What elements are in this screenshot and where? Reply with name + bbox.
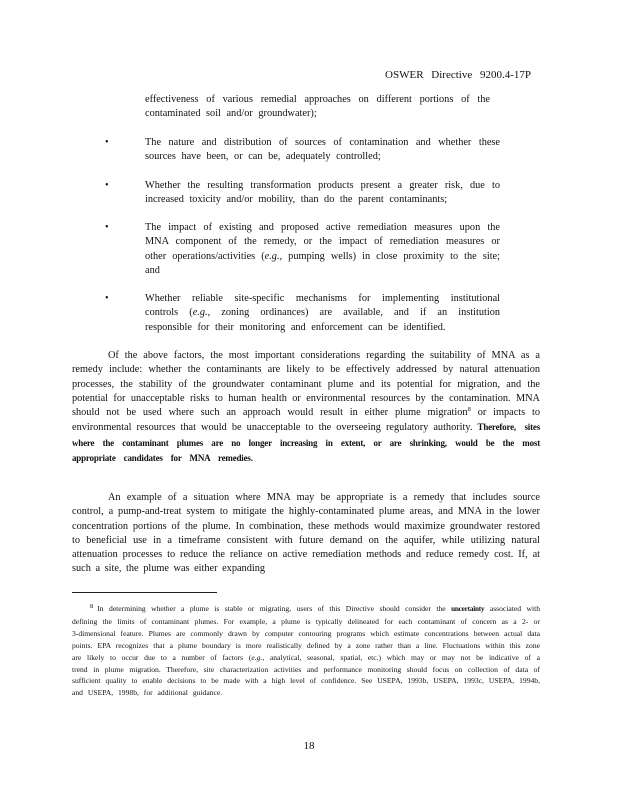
footnote-number: 8: [90, 603, 94, 610]
bullet-text: Whether reliable site-specific mechanisms for implementing institutional controls (e.g., zoning ordinances) are available, and if an institution responsible for their monitoring and enforcement can be identified.: [145, 293, 500, 333]
bullet-text: The impact of existing and proposed active remediation measures upon the MNA component of the remedy, or the impact of remediation measures or other operations/activities (e.g., pumping wells) in close proximity to the site; and: [145, 222, 500, 276]
footnote: 8 In determining whether a plume is stable or migrating, users of this Directive should consider the uncertainty associated with defining the limits of contaminant plumes. For example, a plume is typically delineated for each contaminant of concern as a 2- or 3-dimensional feature. Plumes are commonly drawn by computer contouring programs which estimate concentrations between actual data points. EPA recognizes that a plume boundary is more realistically defined by a zone rather than a line. Fluctuations within this zone are likely to occur due to a number of factors (e.g., analytical, seasonal, spatial, etc.) which may or may not be indicative of a trend in plume migration. Therefore, site characterization activities and performance monitoring should focus on collection of data of sufficient quality to enable decisions to be made with a high level of confidence. See USEPA, 1993b, USEPA, 1993c, USEPA, 1994b, and USEPA, 1998b, for additional guidance.: [72, 603, 540, 698]
bullet-text: Whether the resulting transformation products present a greater risk, due to increased toxicity and/or mobility, than do the parent contaminants;: [145, 180, 500, 206]
body-paragraph: An example of a situation where MNA may be appropriate is a remedy that includes source control, a pump-and-treat system to mitigate the highly-contaminated plume areas, and MNA in the lower concentration portions of the plume. In combination, these methods would maximize groundwater restored to beneficial use in a timeframe consistent with future demand on the aquifer, while utilizing natural attenuation processes to reduce the reliance on active remediation methods and reduce remedy cost. If, at such a site, the plume was either expanding: [72, 492, 540, 575]
footnote-reference: 8: [467, 406, 471, 414]
bullet-icon: •: [105, 137, 109, 148]
page-number: 18: [303, 740, 315, 752]
footnote-separator: [72, 592, 217, 593]
bullet-icon: •: [105, 222, 109, 233]
bullet-icon: •: [105, 180, 109, 191]
emphasized-conclusion: Therefore, sites where the contaminant plumes are no longer increasing in extent, or are shrinking, would be the most appropriate candidates for MNA remedies.: [72, 422, 540, 464]
bullet-icon: •: [105, 293, 109, 304]
directive-header: OSWER Directive 9200.4-17P: [385, 69, 531, 81]
bullet-text: The nature and distribution of sources of contamination and whether these sources have been, or can be, adequately controlled;: [145, 137, 500, 163]
body-paragraph: Of the above factors, the most important considerations regarding the suitability of MNA as a remedy include: whether the contaminants are likely to be effectively addressed by natural attenuation processes, the stability of the groundwater contaminant plume and its potential for migration, and the potential for unacceptable risks to human health or environmental resources by the contamination. MNA should not be used where such an approach would result in either plume migration$^8$ or impacts to environmental resources that would be unacceptable to the overseeing regulatory authority. Therefore, sites where the contaminant plumes are no longer increasing in extent, or are shrinking, would be the most appropriate candidates for MNA remedies.: [72, 350, 541, 464]
list-continuation: effectiveness of various remedial approaches on different portions of the contaminated soil and/or groundwater);: [145, 94, 490, 120]
